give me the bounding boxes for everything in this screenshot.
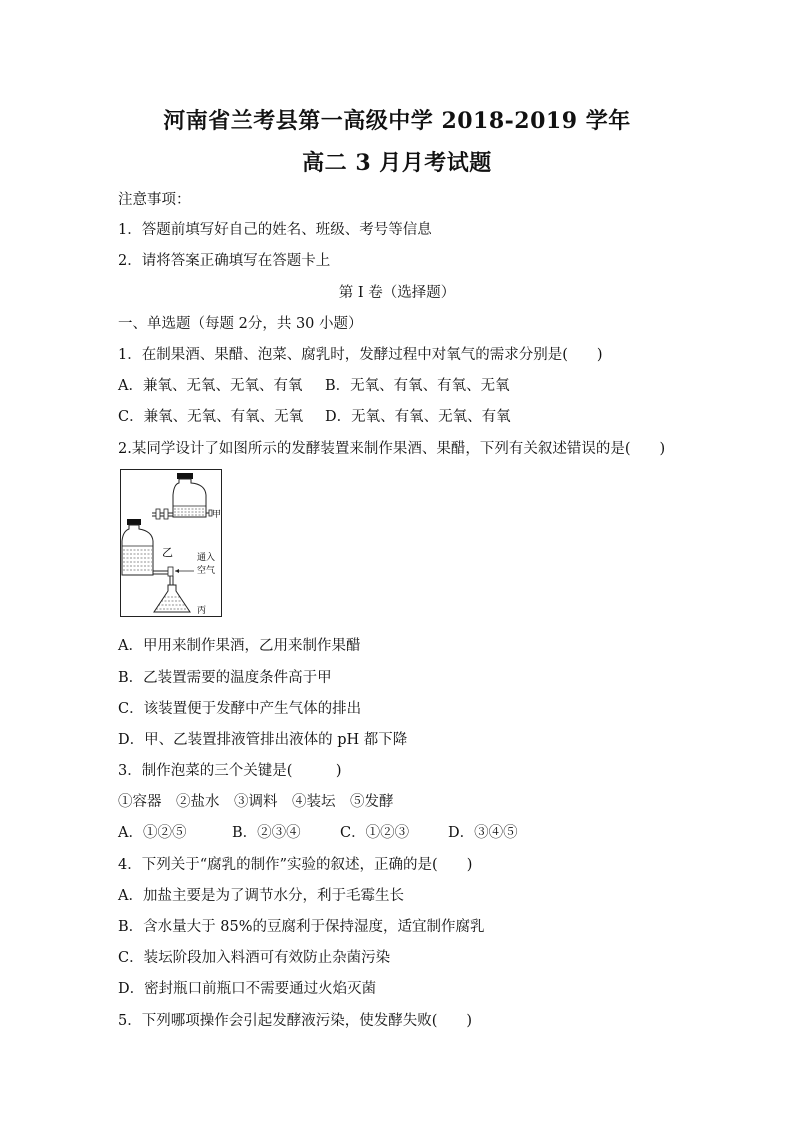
- question-1-stem: 1．在制果酒、果醋、泡菜、腐乳时，发酵过程中对氧气的需求分别是( ): [118, 347, 603, 363]
- question-2-option-b: B．乙装置需要的温度条件高于甲: [118, 670, 332, 686]
- question-2-option-a: A．甲用来制作果酒，乙用来制作果醋: [118, 638, 361, 654]
- question-4-option-b: B．含水量大于 85%的豆腐利于保持湿度，适宜制作腐乳: [118, 919, 485, 935]
- question-1-option-c: C．兼氧、无氧、有氧、无氧: [118, 409, 304, 425]
- note-item: 2．请将答案正确填写在答题卡上: [118, 253, 331, 269]
- label-bing: 丙: [197, 606, 207, 616]
- notes-heading: 注意事项：: [118, 192, 191, 208]
- note-item: 1．答题前填写好自己的姓名、班级、考号等信息: [118, 222, 432, 238]
- question-4-option-d: D．密封瓶口前瓶口不需要通过火焰灭菌: [118, 981, 377, 997]
- question-3-option-c: C．①②③: [340, 825, 410, 841]
- question-3-option-d: D．③④⑤: [448, 825, 518, 841]
- exam-title-line2: 高二 3 月月考试题: [302, 150, 492, 176]
- question-3-sub: ①容器 ②盐水 ③调料 ④装坛 ⑤发酵: [118, 794, 394, 810]
- question-4-option-c: C．装坛阶段加入料酒可有效防止杂菌污染: [118, 950, 391, 966]
- question-1-option-d: D．无氧、有氧、无氧、有氧: [325, 409, 511, 425]
- label-yi: 乙: [162, 546, 173, 559]
- fermentation-apparatus-figure: [120, 469, 222, 617]
- question-4-option-a: A．加盐主要是为了调节水分，利于毛霉生长: [118, 888, 404, 904]
- question-2-option-c: C．该装置便于发酵中产生气体的排出: [118, 701, 362, 717]
- question-5-stem: 5．下列哪项操作会引起发酵液污染，使发酵失败( ): [118, 1013, 473, 1029]
- question-3-stem: 3．制作泡菜的三个关键是( ): [118, 763, 342, 779]
- label-air-1: 通入: [197, 553, 216, 563]
- question-3-option-a: A．①②⑤: [118, 825, 187, 841]
- question-4-stem: 4．下列关于“腐乳的制作”实验的叙述，正确的是( ): [118, 857, 473, 873]
- question-3-option-b: B．②③④: [232, 825, 301, 841]
- question-1-option-a: A．兼氧、无氧、无氧、有氧: [118, 378, 303, 394]
- volume-heading: 第 I 卷（选择题）: [338, 285, 456, 301]
- label-jia: 甲: [212, 510, 222, 520]
- label-air-2: 空气: [197, 566, 216, 576]
- exam-title-line1: 河南省兰考县第一高级中学 2018-2019 学年: [163, 108, 631, 134]
- question-2-stem: 2.某同学设计了如图所示的发酵装置来制作果酒、果醋，下列有关叙述错误的是( ): [118, 441, 666, 457]
- question-2-option-d: D．甲、乙装置排液管排出液体的 pH 都下降: [118, 732, 408, 748]
- question-1-option-b: B．无氧、有氧、有氧、无氧: [325, 378, 510, 394]
- part-heading: 一、单选题（每题 2分，共 30 小题）: [118, 316, 363, 332]
